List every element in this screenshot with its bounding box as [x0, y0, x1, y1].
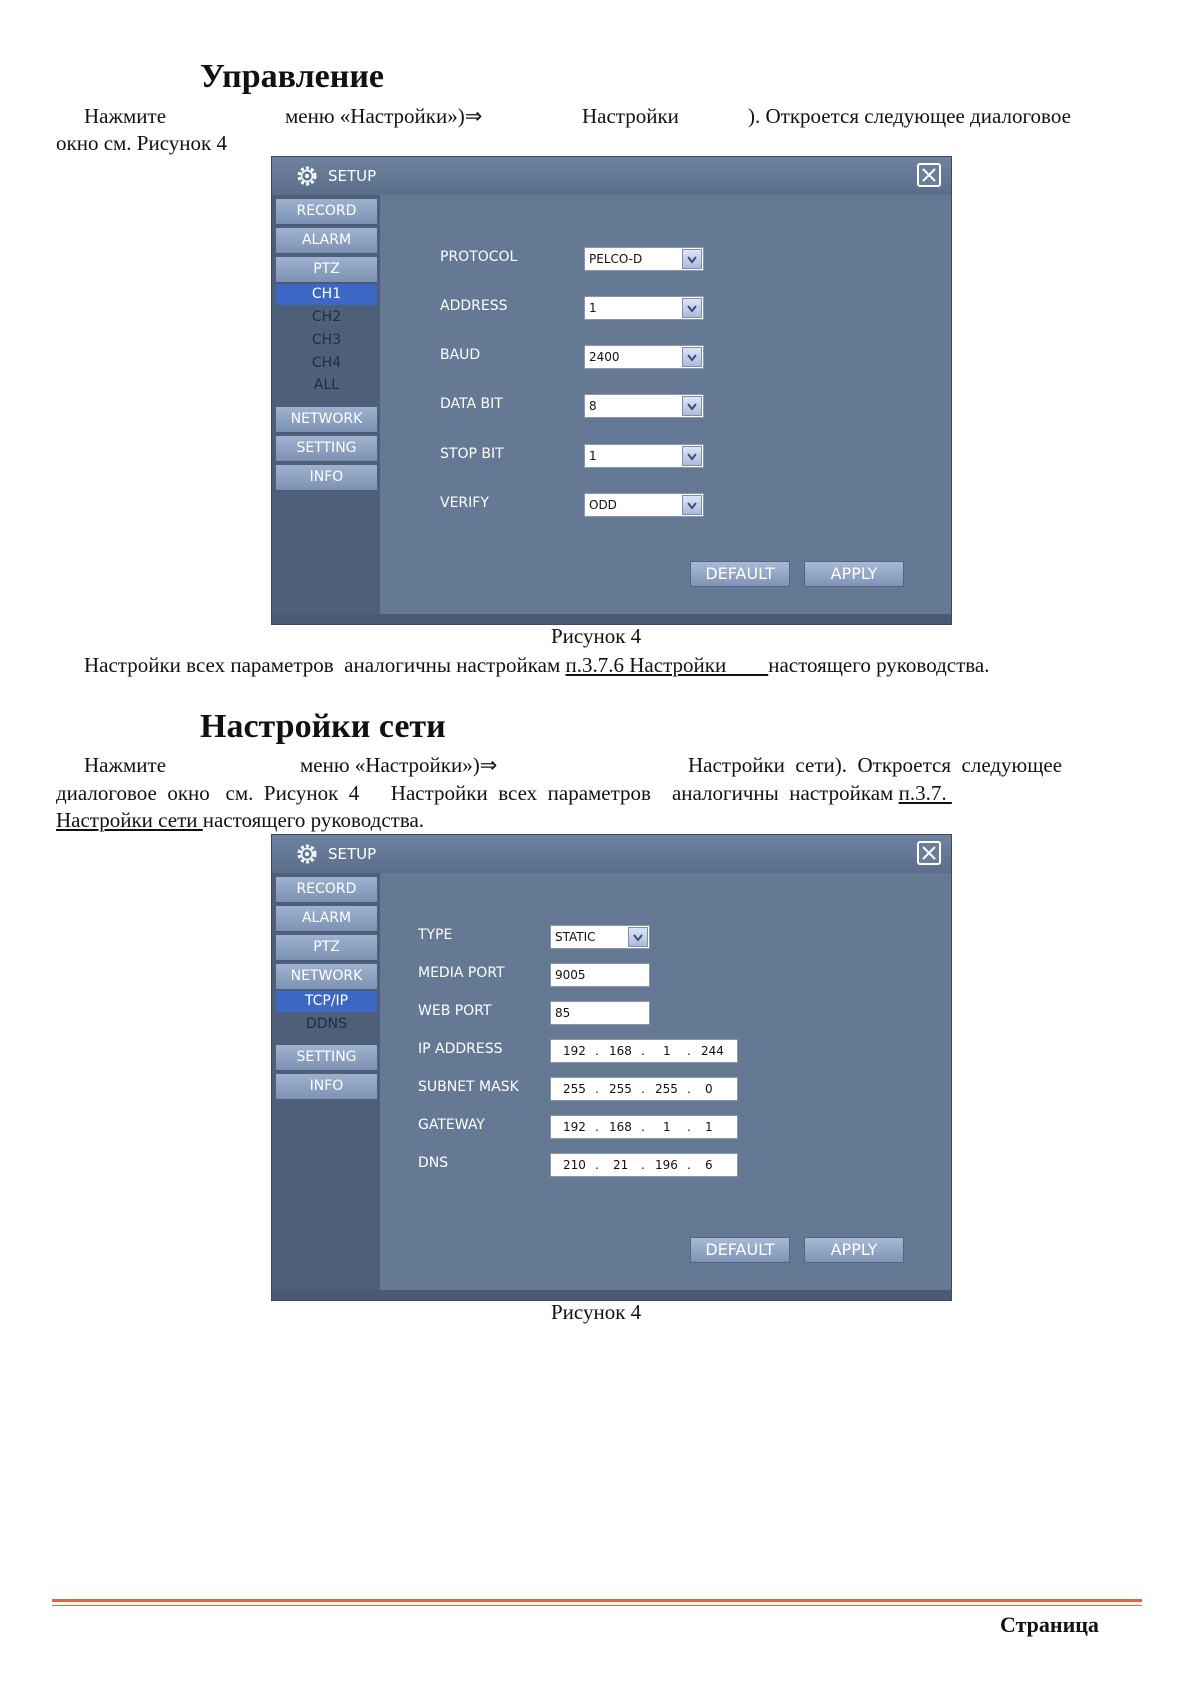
sidebar — [272, 195, 380, 614]
data-bit-label: DATA BIT — [440, 396, 503, 412]
octet-2: 168 — [609, 1044, 632, 1058]
gateway-label: GATEWAY — [418, 1117, 485, 1133]
nav-setting[interactable]: SETTING — [276, 436, 377, 462]
dns-input[interactable]: 210 . 21 . 196 . 6 — [550, 1153, 738, 1177]
ptz-setup-dialog — [271, 156, 952, 625]
chevron-down-icon[interactable] — [682, 249, 702, 269]
octet-2: 21 — [613, 1158, 629, 1172]
paragraph-text — [84, 652, 990, 679]
octet-4: 244 — [701, 1044, 724, 1058]
paragraph-text: меню «Настройки»)⇒ — [285, 104, 483, 128]
type-value: STATIC — [555, 930, 596, 944]
verify-select[interactable] — [584, 493, 704, 517]
subnet-mask-input[interactable]: 255 . 255 . 255 . 0 — [550, 1077, 738, 1101]
sub-ch2[interactable]: CH2 — [311, 309, 342, 325]
octet-1: 192 — [563, 1120, 586, 1134]
gear-icon — [294, 163, 320, 189]
address-select[interactable] — [584, 296, 704, 320]
reference-link[interactable]: Настройки сети — [56, 808, 203, 832]
paragraph-text — [56, 807, 424, 834]
subnet-mask-label: SUBNET MASK — [418, 1079, 519, 1095]
default-button[interactable]: DEFAULT — [690, 1237, 790, 1263]
nav-info[interactable]: INFO — [276, 465, 377, 491]
chevron-down-icon[interactable] — [682, 495, 702, 515]
sub-all[interactable]: ALL — [313, 377, 340, 393]
text-span: диалоговое окно см. Рисунок 4 Настройки всех параметров аналогичны настройкам — [56, 781, 899, 805]
dialog-bottom-bar — [272, 1290, 951, 1300]
nav-network[interactable]: NETWORK — [276, 964, 377, 990]
nav-setting[interactable]: SETTING — [276, 1045, 377, 1071]
section-heading-network: Настройки сети — [200, 708, 446, 745]
type-label: TYPE — [418, 927, 453, 943]
figure-caption: Рисунок 4 — [551, 1300, 642, 1324]
apply-button[interactable]: APPLY — [804, 1237, 904, 1263]
content-panel — [380, 873, 951, 1290]
dialog-title: SETUP — [328, 167, 377, 185]
octet-4: 0 — [705, 1082, 713, 1096]
media-port-value: 9005 — [555, 968, 586, 982]
footer-accent-line — [52, 1599, 1142, 1602]
nav-alarm[interactable]: ALARM — [276, 906, 377, 932]
default-button[interactable]: DEFAULT — [690, 561, 790, 587]
protocol-select[interactable] — [584, 247, 704, 271]
octet-3: 196 — [655, 1158, 678, 1172]
web-port-input[interactable] — [550, 1001, 650, 1025]
chevron-down-icon[interactable] — [682, 347, 702, 367]
paragraph-text: окно см. Рисунок 4 — [56, 131, 227, 155]
paragraph-text — [56, 780, 952, 807]
paragraph-text: Нажмите — [84, 104, 167, 128]
gateway-input[interactable]: 192 . 168 . 1 . 1 — [550, 1115, 738, 1139]
media-port-label: MEDIA PORT — [418, 965, 505, 981]
address-value: 1 — [589, 301, 597, 315]
baud-value: 2400 — [589, 350, 620, 364]
stop-bit-label: STOP BIT — [440, 446, 504, 462]
network-setup-dialog — [271, 834, 952, 1301]
dialog-titlebar — [272, 835, 951, 873]
protocol-label: PROTOCOL — [440, 249, 518, 265]
octet-1: 255 — [563, 1082, 586, 1096]
address-label: ADDRESS — [440, 298, 508, 314]
verify-value: ODD — [589, 498, 617, 512]
sub-ch1[interactable]: CH1 — [276, 284, 377, 305]
close-icon — [921, 167, 937, 183]
web-port-label: WEB PORT — [418, 1003, 492, 1019]
close-icon — [921, 845, 937, 861]
dialog-title: SETUP — [328, 845, 377, 863]
nav-info[interactable]: INFO — [276, 1074, 377, 1100]
reference-link[interactable]: п.3.7. — [898, 781, 952, 805]
paragraph-text: ). Откроется следующее диалоговое — [748, 104, 1071, 128]
text-span: настоящего руководства. — [202, 808, 425, 832]
octet-3: 1 — [663, 1120, 671, 1134]
octet-4: 1 — [705, 1120, 713, 1134]
nav-alarm[interactable]: ALARM — [276, 228, 377, 254]
chevron-down-icon[interactable] — [682, 446, 702, 466]
chevron-down-icon[interactable] — [682, 298, 702, 318]
dns-label: DNS — [418, 1155, 449, 1171]
chevron-down-icon[interactable] — [628, 927, 648, 947]
octet-2: 255 — [609, 1082, 632, 1096]
paragraph-text: Нажмите — [84, 753, 167, 777]
media-port-input[interactable] — [550, 963, 650, 987]
reference-link[interactable]: п.3.7.6 Настройки — [565, 653, 769, 677]
sub-tcp-ip[interactable]: TCP/IP — [276, 991, 377, 1012]
dialog-bottom-bar — [272, 614, 951, 624]
paragraph-text: Настройки сети). Откроется следующее — [688, 753, 1063, 777]
close-button[interactable] — [917, 163, 941, 187]
nav-network[interactable]: NETWORK — [276, 407, 377, 433]
text-span: настоящего руководства. — [768, 653, 990, 677]
page-label: Страница — [1000, 1612, 1099, 1637]
type-select[interactable] — [550, 925, 650, 949]
octet-4: 6 — [705, 1158, 713, 1172]
octet-2: 168 — [609, 1120, 632, 1134]
protocol-value: PELCO-D — [589, 252, 643, 266]
octet-1: 192 — [563, 1044, 586, 1058]
chevron-down-icon[interactable] — [682, 396, 702, 416]
close-button[interactable] — [917, 841, 941, 865]
section-heading-control: Управление — [200, 58, 385, 95]
paragraph-text: меню «Настройки»)⇒ — [300, 753, 498, 777]
web-port-value: 85 — [555, 1006, 571, 1020]
paragraph-text: Настройки — [582, 104, 679, 128]
apply-button[interactable]: APPLY — [804, 561, 904, 587]
baud-select[interactable] — [584, 345, 704, 369]
text-span: Настройки всех параметров аналогичны настройкам — [84, 653, 566, 677]
ip-address-label: IP ADDRESS — [418, 1041, 503, 1057]
footer-accent-line-thin — [52, 1605, 1142, 1606]
nav-ptz[interactable]: PTZ — [276, 257, 377, 283]
nav-record[interactable]: RECORD — [276, 877, 377, 903]
octet-3: 255 — [655, 1082, 678, 1096]
nav-ptz[interactable]: PTZ — [276, 935, 377, 961]
data-bit-value: 8 — [589, 399, 597, 413]
octet-3: 1 — [663, 1044, 671, 1058]
stop-bit-select[interactable] — [584, 444, 704, 468]
ip-address-input[interactable]: 192 . 168 . 1 . 244 — [550, 1039, 738, 1063]
content-panel — [380, 195, 951, 614]
figure-caption: Рисунок 4 — [551, 624, 642, 648]
baud-label: BAUD — [440, 347, 481, 363]
gear-icon — [294, 841, 320, 867]
stop-bit-value: 1 — [589, 449, 597, 463]
data-bit-select[interactable] — [584, 394, 704, 418]
sub-ddns[interactable]: DDNS — [306, 1016, 347, 1032]
octet-1: 210 — [563, 1158, 586, 1172]
nav-record[interactable]: RECORD — [276, 199, 377, 225]
sub-ch3[interactable]: CH3 — [311, 332, 342, 348]
dialog-titlebar — [272, 157, 951, 195]
sidebar — [272, 873, 380, 1290]
verify-label: VERIFY — [440, 495, 489, 511]
sub-ch4[interactable]: CH4 — [311, 355, 342, 371]
